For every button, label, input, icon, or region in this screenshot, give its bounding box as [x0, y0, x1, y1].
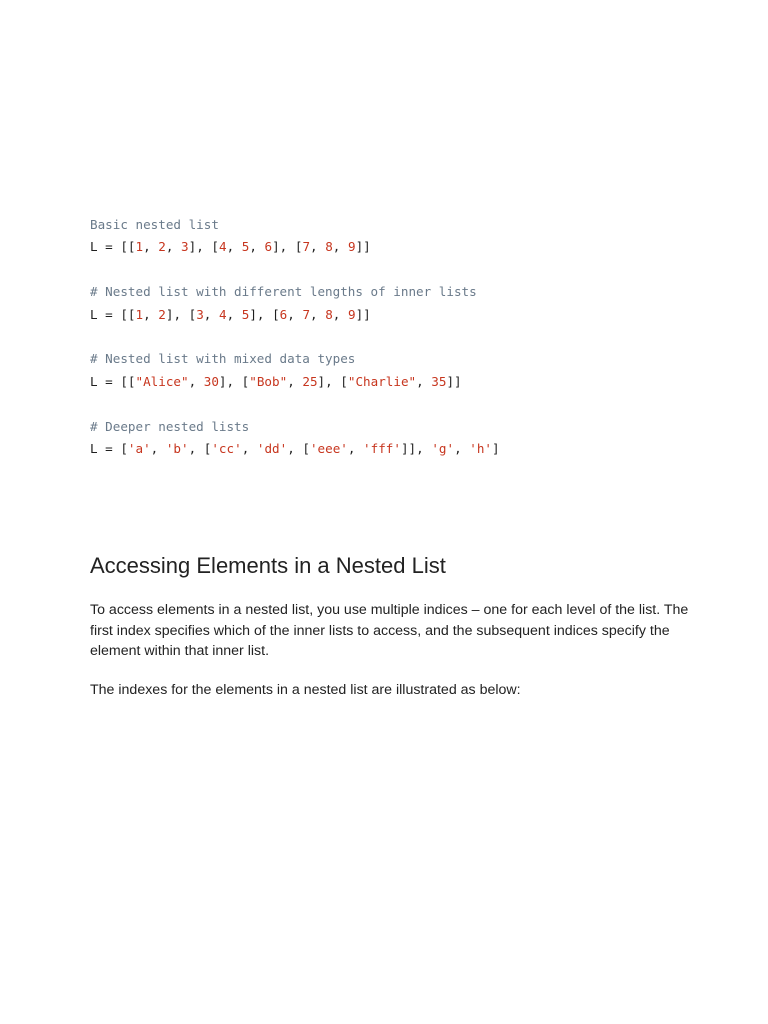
code-token-plain: ,: [226, 306, 242, 322]
code-token-plain: ,: [287, 306, 303, 322]
paragraph-access-explanation: To access elements in a nested list, you use multiple indices – one for each level of the list. The first index specifies which of the inner lists to access, and the subsequent indices specify the element within that inner list.: [90, 602, 689, 660]
code-token-plain: ]],: [400, 440, 432, 456]
code-token-plain: ], [: [188, 239, 219, 255]
code-token-num: 3: [181, 239, 189, 255]
code-token-num: 1: [135, 239, 144, 255]
code-token-str: 'h': [469, 440, 492, 456]
code-token-num: 8: [325, 239, 333, 255]
code-token-plain: ,: [347, 440, 364, 456]
code-token-plain: L = [[: [90, 373, 136, 389]
code-token-num: 25: [302, 373, 318, 389]
code-token-num: 9: [347, 306, 356, 322]
code-comment-line: [90, 416, 500, 438]
code-token-plain: ,: [332, 306, 348, 322]
code-token-plain: L = [[: [90, 306, 136, 322]
code-token-plain: ,: [454, 440, 470, 456]
code-token-num: 5: [241, 306, 250, 322]
code-token-plain: ], [: [272, 239, 303, 255]
code-token-plain: , [: [188, 440, 212, 456]
code-line: [90, 438, 500, 460]
code-token-plain: ,: [150, 440, 166, 456]
code-token-plain: ,: [241, 440, 257, 456]
code-comment-line: [90, 281, 500, 303]
code-token-plain: ,: [226, 239, 242, 255]
code-token-num: 4: [218, 239, 227, 255]
code-token-num: 9: [347, 239, 356, 255]
code-token-comment: # Nested list with different lengths of inner lists: [90, 284, 477, 300]
code-token-str: 'b': [165, 440, 189, 456]
code-token-plain: L = [[: [90, 239, 136, 255]
code-token-plain: ]: [491, 440, 500, 456]
code-token-plain: ,: [143, 306, 159, 322]
code-comment-line: [90, 348, 500, 370]
section-heading: Accessing Elements in a Nested List: [90, 553, 446, 578]
code-token-plain: ], [: [249, 306, 280, 322]
code-token-num: 6: [279, 306, 288, 322]
code-token-plain: L = [: [90, 440, 128, 456]
code-token-num: 3: [196, 306, 204, 322]
code-token-num: 30: [203, 373, 219, 389]
code-blank-line: [90, 393, 500, 415]
code-block: [90, 214, 500, 460]
code-token-num: 7: [302, 306, 311, 322]
code-token-plain: ,: [165, 239, 182, 255]
code-token-num: 5: [241, 239, 250, 255]
code-token-num: 2: [158, 306, 166, 322]
code-token-plain: ,: [188, 373, 204, 389]
code-token-comment: # Nested list with mixed data types: [90, 351, 356, 367]
code-line: [90, 304, 500, 326]
code-token-plain: ,: [332, 239, 348, 255]
code-token-num: 2: [158, 239, 166, 255]
code-token-plain: ], [: [165, 306, 197, 322]
code-token-str: 'cc': [211, 440, 242, 456]
code-token-plain: ], [: [317, 373, 348, 389]
paragraph-index-illustration-intro: The indexes for the elements in a nested list are illustrated as below:: [90, 682, 521, 698]
code-token-num: 4: [218, 306, 227, 322]
code-token-plain: ,: [143, 239, 159, 255]
code-token-plain: ]]: [355, 306, 371, 322]
code-token-plain: ,: [416, 373, 432, 389]
code-token-str: "Alice": [135, 373, 189, 389]
code-token-str: 'g': [431, 440, 455, 456]
code-token-comment: # Deeper nested lists: [90, 418, 250, 434]
code-token-plain: ]]: [355, 239, 371, 255]
code-token-plain: , [: [287, 440, 310, 456]
code-token-str: "Charlie": [347, 373, 417, 389]
code-token-str: "Bob": [249, 373, 288, 389]
code-token-plain: ,: [249, 239, 265, 255]
code-blank-line: [90, 326, 500, 348]
code-token-plain: ]]: [446, 373, 462, 389]
code-token-str: 'fff': [363, 440, 401, 456]
code-line: [90, 236, 500, 258]
code-blank-line: [90, 259, 500, 281]
code-token-str: 'dd': [256, 440, 288, 456]
code-token-plain: ,: [310, 306, 326, 322]
code-token-num: 1: [135, 306, 144, 322]
code-line: [90, 371, 500, 393]
code-token-num: 8: [325, 306, 333, 322]
code-token-num: 6: [264, 239, 273, 255]
code-comment-line: [90, 214, 500, 236]
code-token-plain: ], [: [218, 373, 250, 389]
code-token-str: 'eee': [309, 440, 348, 456]
code-token-comment: Basic nested list: [90, 217, 219, 232]
code-token-str: 'a': [127, 440, 151, 456]
code-token-plain: ,: [310, 239, 326, 255]
code-token-plain: ,: [203, 306, 219, 322]
code-token-num: 7: [302, 239, 311, 255]
code-token-plain: ,: [287, 373, 303, 389]
code-token-num: 35: [431, 373, 447, 389]
